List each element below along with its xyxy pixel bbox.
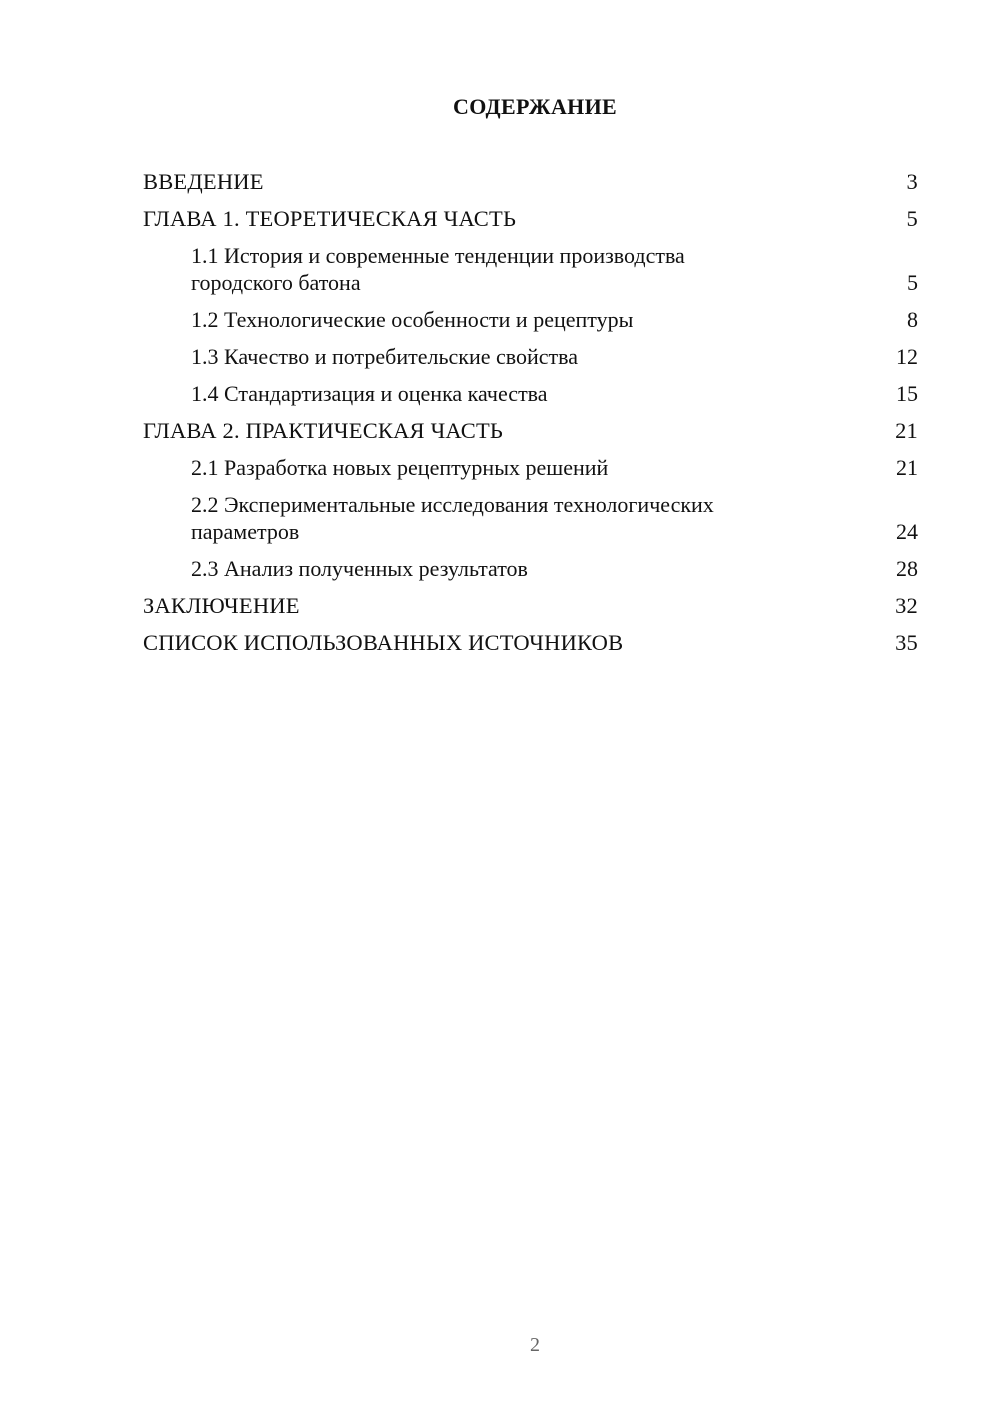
- toc-entry-label: ЗАКЛЮЧЕНИЕ: [143, 593, 300, 618]
- toc-entry-section-1-4[interactable]: [143, 380, 918, 407]
- toc-entry-label: СПИСОК ИСПОЛЬЗОВАННЫХ ИСТОЧНИКОВ: [143, 630, 624, 655]
- toc-entry-page: 12: [896, 344, 918, 369]
- toc-entry-label: ВВЕДЕНИЕ: [143, 169, 264, 194]
- toc-entry-section-2-3[interactable]: [143, 555, 918, 582]
- toc-entry-page: 35: [895, 630, 918, 655]
- toc-entry-section-1-1[interactable]: [143, 242, 918, 296]
- toc-entry-page: 24: [896, 519, 918, 544]
- toc-entry-label: 2.2 Экспериментальные исследования технологических параметров: [191, 492, 714, 544]
- toc-entry-page: 3: [906, 169, 918, 194]
- toc-entry-label: ГЛАВА 1. ТЕОРЕТИЧЕСКАЯ ЧАСТЬ: [143, 206, 517, 231]
- toc-entry-label: 1.2 Технологические особенности и рецептуры: [191, 307, 634, 332]
- toc-entry-label: 2.3 Анализ полученных результатов: [191, 556, 528, 581]
- toc-entry-label: 1.1 История и современные тенденции производства городского батона: [191, 243, 685, 295]
- toc-entry-page: 28: [896, 556, 918, 581]
- toc-entry-introduction[interactable]: [143, 168, 918, 195]
- toc-entry-conclusion[interactable]: [143, 592, 918, 619]
- toc-entry-page: 21: [895, 418, 918, 443]
- toc-entry-page: 21: [896, 455, 918, 480]
- toc-entry-label: ГЛАВА 2. ПРАКТИЧЕСКАЯ ЧАСТЬ: [143, 418, 504, 443]
- toc-entry-section-2-2[interactable]: [143, 491, 918, 545]
- toc-entry-page: 5: [906, 206, 918, 231]
- page-number: 2: [530, 1334, 540, 1356]
- toc-entry-label: 1.4 Стандартизация и оценка качества: [191, 381, 548, 406]
- toc-entry-page: 8: [907, 307, 918, 332]
- toc-entry-chapter-2[interactable]: [143, 417, 918, 444]
- toc-entry-chapter-1[interactable]: [143, 205, 918, 232]
- toc-entry-section-1-2[interactable]: [143, 306, 918, 333]
- toc-entry-label: 2.1 Разработка новых рецептурных решений: [191, 455, 609, 480]
- toc-entry-references[interactable]: [143, 629, 918, 656]
- toc-entry-section-2-1[interactable]: [143, 454, 918, 481]
- toc-entry-page: 32: [895, 593, 918, 618]
- toc-entry-label: 1.3 Качество и потребительские свойства: [191, 344, 579, 369]
- page-title: СОДЕРЖАНИЕ: [453, 94, 617, 119]
- toc-entry-page: 5: [907, 270, 918, 295]
- toc-entry-page: 15: [896, 381, 918, 406]
- table-of-contents: [143, 168, 918, 666]
- toc-entry-section-1-3[interactable]: [143, 343, 918, 370]
